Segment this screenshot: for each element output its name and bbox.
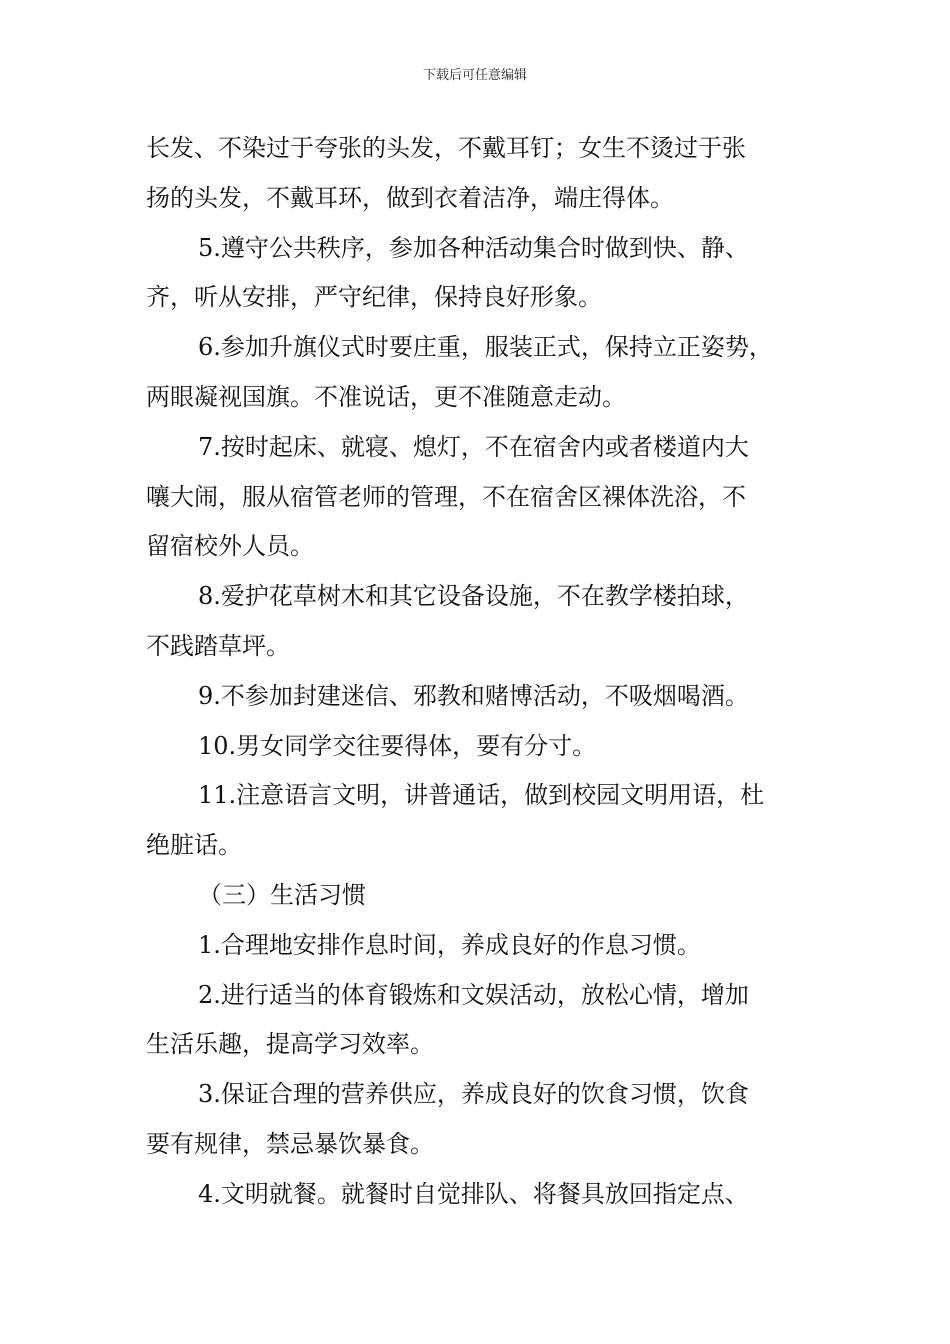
text-line: 9.不参加封建迷信、邪教和赌博活动，不吸烟喝酒。 [198, 681, 749, 710]
text-line: 4.文明就餐。就餐时自觉排队、将餐具放回指定点、 [198, 1179, 749, 1208]
text-line: 绝脏话。 [146, 831, 242, 860]
text-line: 10.男女同学交往要得体，要有分寸。 [198, 731, 597, 760]
text-line: 3.保证合理的营养供应，养成良好的饮食习惯，饮食 [198, 1080, 749, 1109]
text-line: 不践踏草坪。 [146, 631, 290, 660]
text-line: 1.合理地安排作息时间，养成良好的作息习惯。 [198, 930, 701, 959]
text-line: 两眼凝视国旗。不准说话，更不准随意走动。 [146, 382, 626, 411]
text-line: 齐，听从安排，严守纪律，保持良好形象。 [146, 283, 602, 312]
text-line: 生活乐趣，提高学习效率。 [146, 1030, 434, 1059]
text-line: 6.参加升旗仪式时要庄重，服装正式，保持立正姿势， [198, 333, 773, 362]
page-header: 下载后可任意编辑 [422, 68, 527, 83]
document-body [146, 124, 816, 1220]
text-line: 长发、不染过于夸张的头发，不戴耳钉；女生不烫过于张 [146, 134, 746, 162]
text-line: 8.爱护花草树木和其它设备设施，不在教学楼拍球， [198, 582, 749, 611]
text-line: （三）生活习惯 [198, 880, 366, 909]
text-line: 2.进行适当的体育锻炼和文娱活动，放松心情，增加 [198, 980, 749, 1009]
text-line: 5.遵守公共秩序，参加各种活动集合时做到快、静、 [198, 233, 749, 262]
text-line: 7.按时起床、就寝、熄灯，不在宿舍内或者楼道内大 [198, 432, 749, 461]
text-line: 11.注意语言文明，讲普通话，做到校园文明用语，杜 [198, 781, 765, 810]
text-line: 扬的头发，不戴耳环，做到衣着洁净，端庄得体。 [146, 183, 674, 212]
text-line: 留宿校外人员。 [146, 532, 314, 561]
text-line: 要有规律，禁忌暴饮暴食。 [146, 1129, 434, 1158]
text-line: 嚷大闹，服从宿管老师的管理，不在宿舍区裸体洗浴，不 [146, 482, 746, 511]
